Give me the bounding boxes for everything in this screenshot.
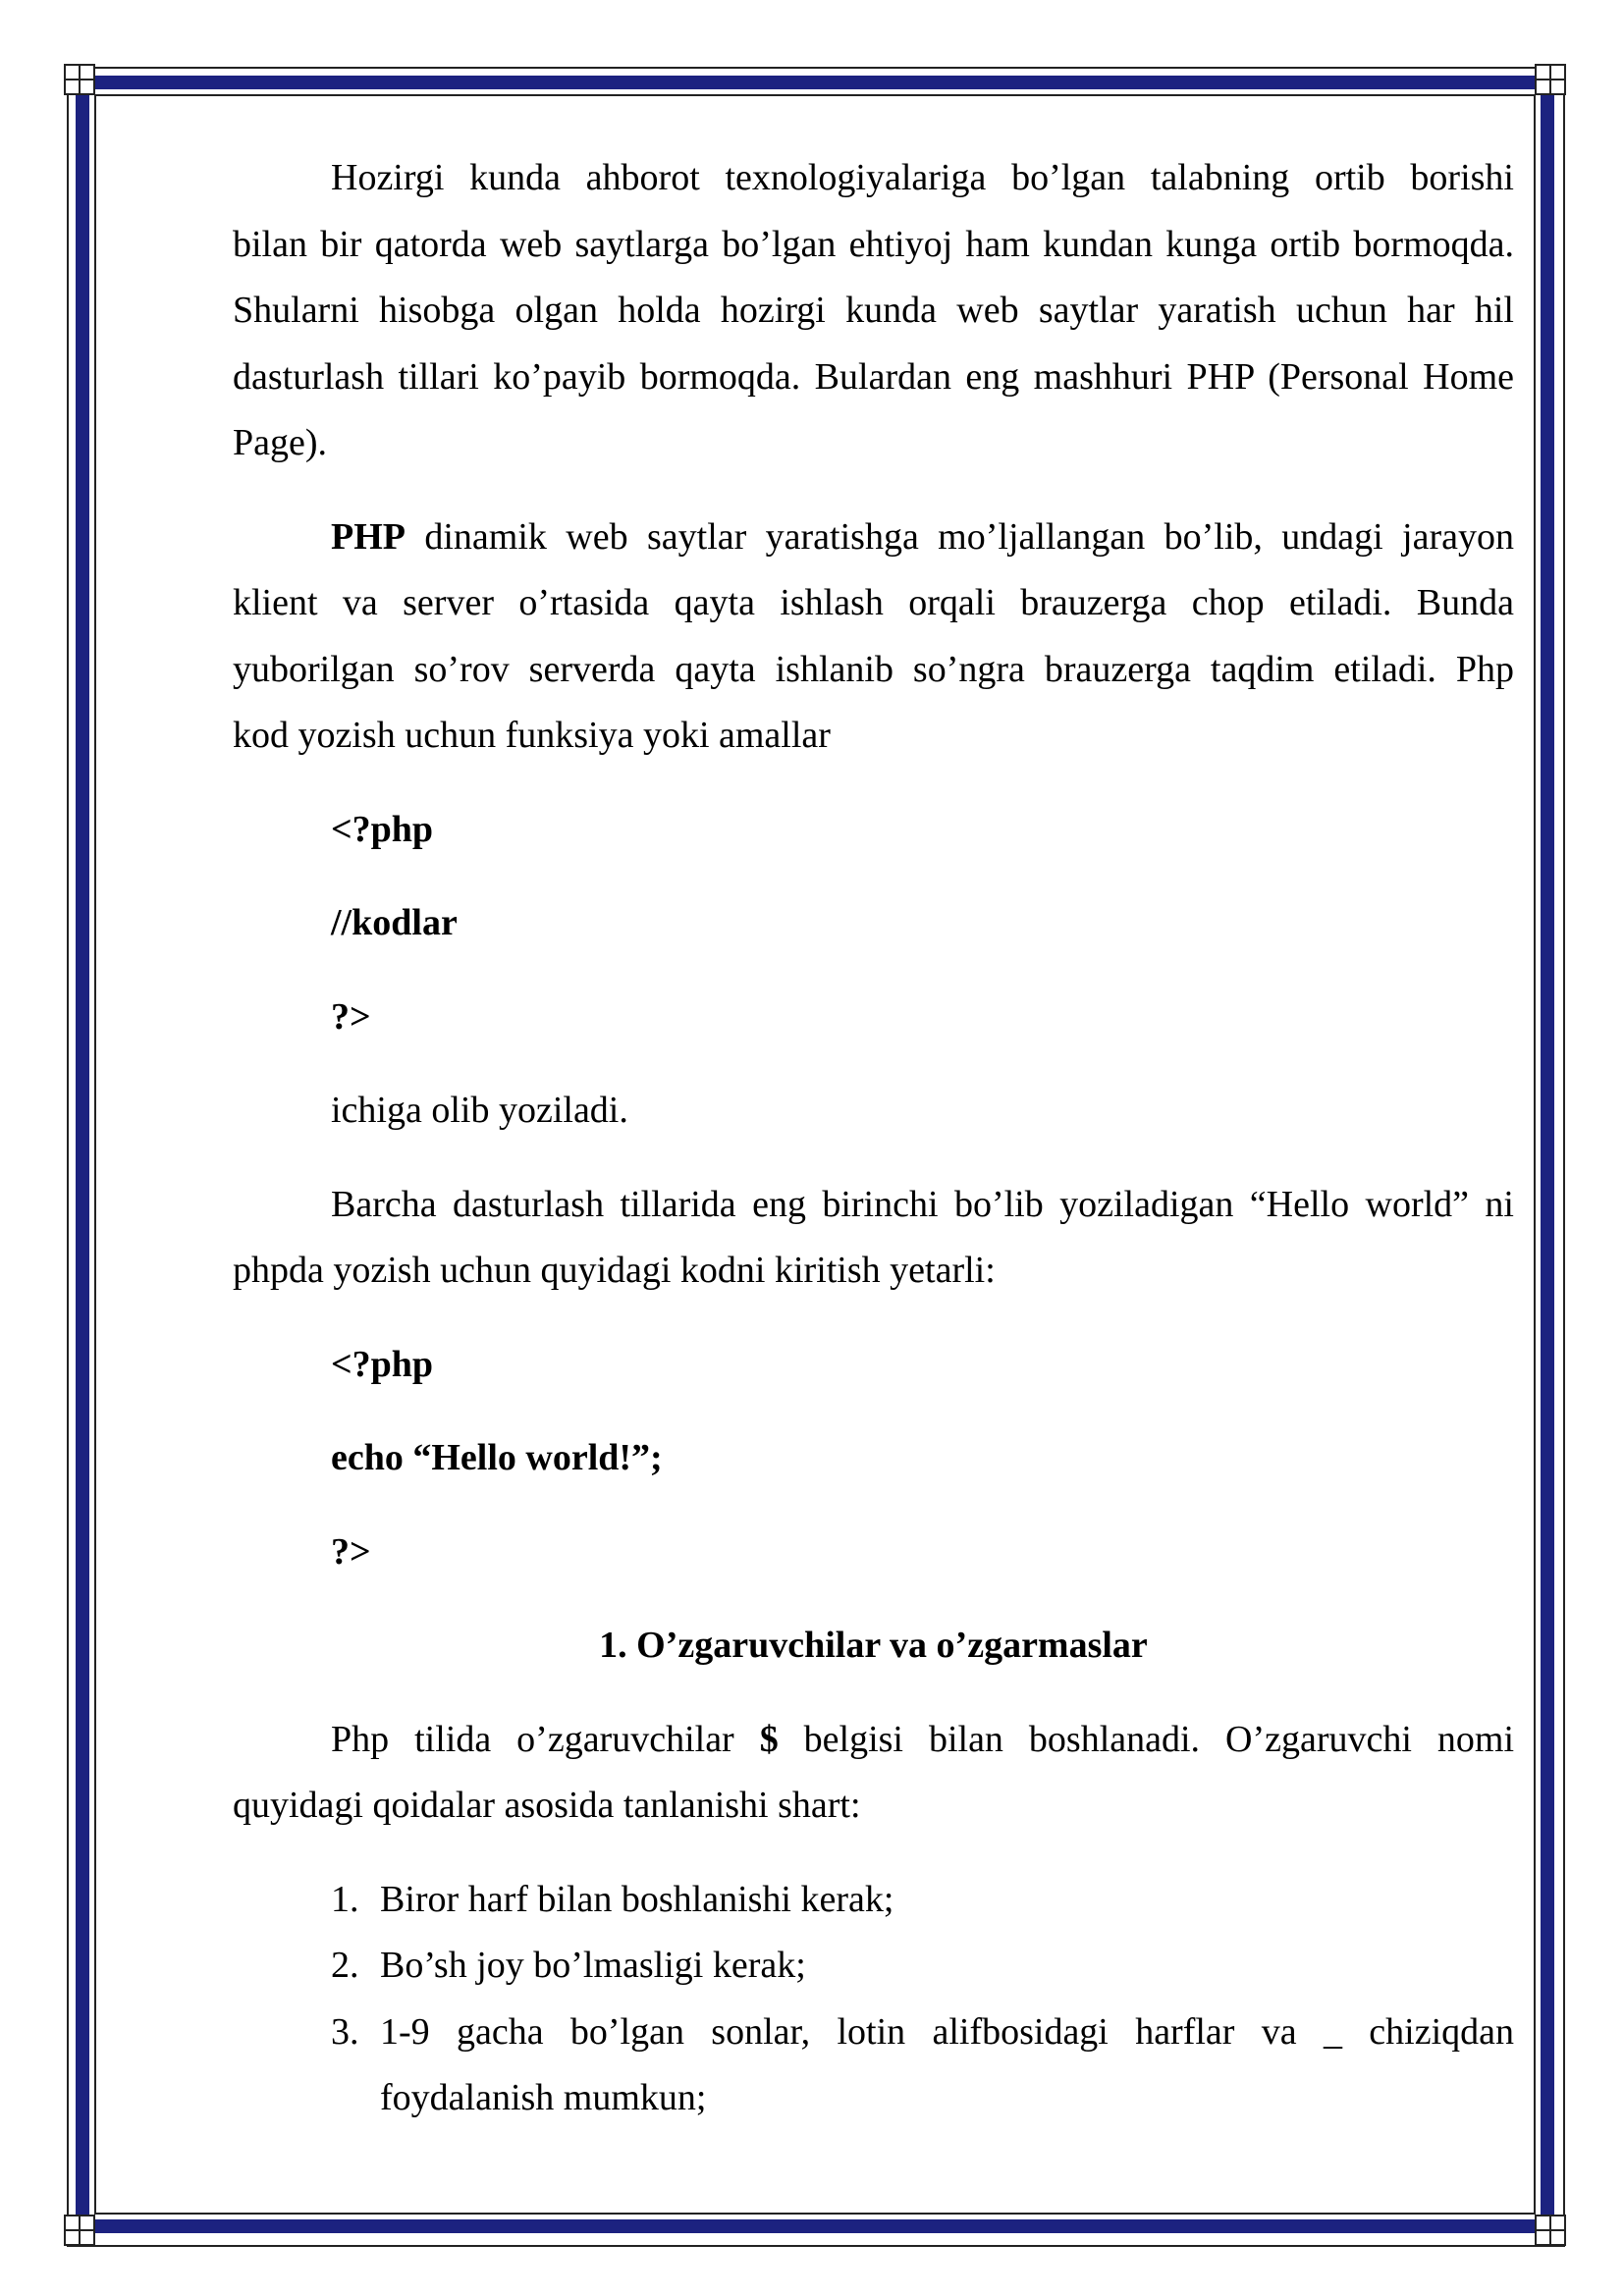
text-line: Page). <box>233 422 328 463</box>
code-line: echo “Hello world!”; <box>331 1437 663 1478</box>
text-line: 1-9 gacha bo’lgan sonlar, lotin alifbosidagi harflar va _ chiziqdan <box>380 2010 1514 2053</box>
intro-paragraph <box>233 145 1514 477</box>
php-term: PHP <box>331 515 406 558</box>
after-code-text: ichiga olib yoziladi. <box>331 1090 628 1131</box>
list-item <box>233 1933 1514 2000</box>
text-line: foydalanish mumkun; <box>380 2077 707 2118</box>
text-run: Php tilida o’zgaruvchilar <box>331 1718 734 1760</box>
list-item-text <box>380 1933 1514 2000</box>
list-item-text <box>380 2000 1514 2132</box>
variables-paragraph <box>233 1707 1514 1840</box>
text-line: Biror harf bilan boshlanishi kerak; <box>380 1878 894 1920</box>
code-line: <?php <box>331 1343 434 1385</box>
list-number: 3. <box>331 2010 359 2053</box>
text-run: dinamik web saytlar yaratishga mo’ljallangan bo’lib, undagi jarayon <box>424 515 1514 558</box>
document-body <box>233 145 1514 2132</box>
naming-rules-list <box>233 1867 1514 2132</box>
text-line: Bo’sh joy bo’lmasligi kerak; <box>380 1945 806 1986</box>
list-number: 2. <box>331 1945 359 1986</box>
code-line: ?> <box>331 995 371 1038</box>
text-line: dasturlash tillari ko’payib bormoqda. Bulardan eng mashhuri PHP (Personal Home <box>233 355 1514 398</box>
dollar-symbol: $ <box>759 1718 779 1760</box>
code-line: <?php <box>331 808 434 850</box>
text-line <box>233 505 1514 571</box>
code-line: //kodlar <box>331 902 458 943</box>
text-line <box>233 1707 1514 1774</box>
border-corner-bottom-left <box>65 2216 94 2245</box>
border-corner-bottom-right <box>1536 2216 1565 2245</box>
php-paragraph <box>233 505 1514 770</box>
text-line: Shularni hisobga olgan holda hozirgi kunda web saytlar yaratish uchun har hil <box>233 290 1514 331</box>
text-line: bilan bir qatorda web saytlarga bo’lgan ehtiyoj ham kundan kunga ortib bormoqda. <box>233 223 1514 265</box>
list-item <box>233 2000 1514 2132</box>
border-corner-top-left <box>65 65 94 94</box>
list-item <box>233 1867 1514 1934</box>
text-line: Barcha dasturlash tillarida eng birinchi bo’lib yoziladigan “Hello world” ni <box>331 1183 1514 1225</box>
text-line: Hozirgi kunda ahborot texnologiyalariga bo’lgan talabning ortib borishi <box>331 157 1514 198</box>
border-corner-top-right <box>1536 65 1565 94</box>
hello-world-paragraph <box>233 1172 1514 1305</box>
text-line: klient va server o’rtasida qayta ishlash orqali brauzerga chop etiladi. Bunda <box>233 582 1514 623</box>
section-heading: 1. O’zgaruvchilar va o’zgarmaslar <box>599 1625 1148 1666</box>
list-number: 1. <box>331 1878 359 1920</box>
text-line: quyidagi qoidalar asosida tanlanishi shart: <box>233 1785 861 1826</box>
text-line: phpda yozish uchun quyidagi kodni kiritish yetarli: <box>233 1250 996 1291</box>
text-run: belgisi bilan boshlanadi. O’zgaruvchi nomi <box>803 1718 1514 1760</box>
text-line: kod yozish uchun funksiya yoki amallar <box>233 715 831 756</box>
code-line: ?> <box>331 1530 371 1573</box>
text-line: yuborilgan so’rov serverda qayta ishlanib so’ngra brauzerga taqdim etiladi. Php <box>233 648 1514 690</box>
list-item-text <box>380 1867 1514 1934</box>
